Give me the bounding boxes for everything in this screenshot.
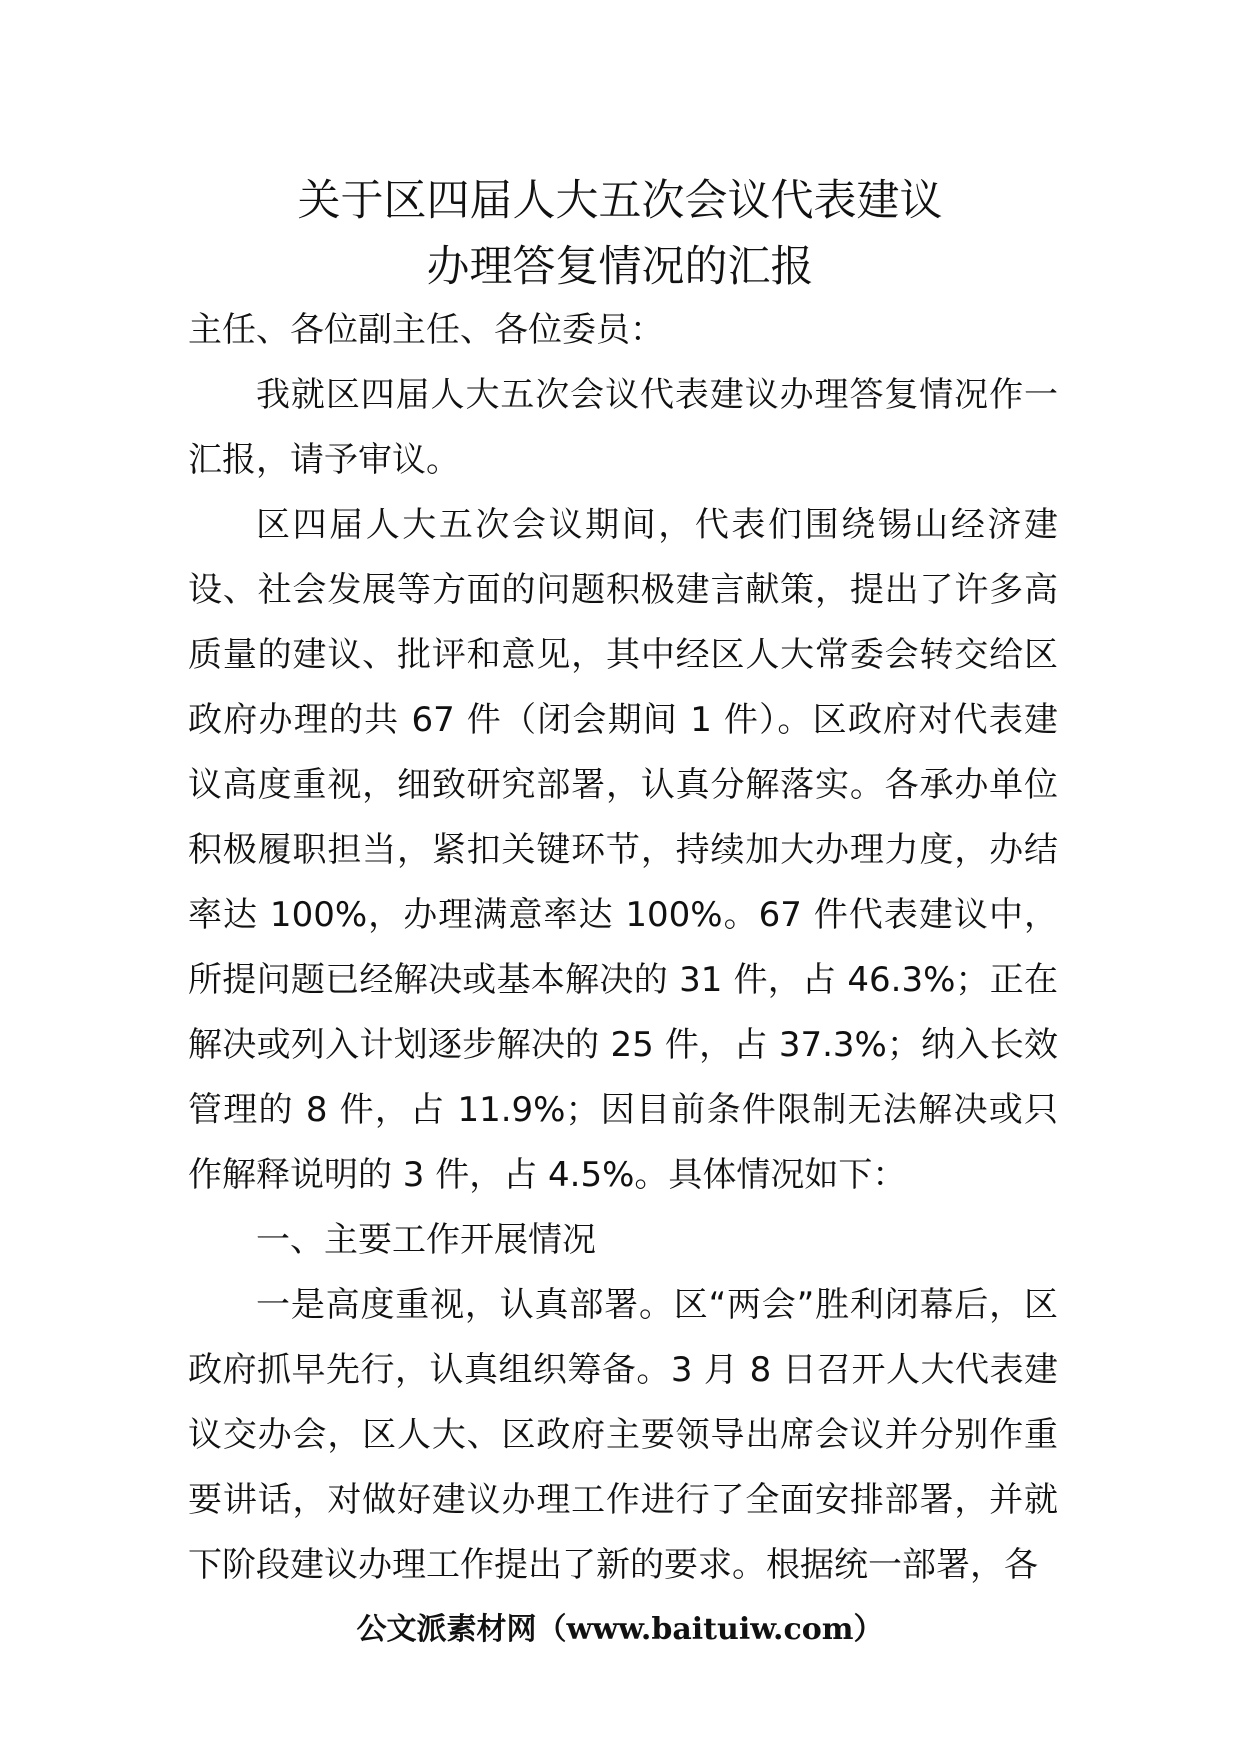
paragraph-overview: 区四届人大五次会议期间，代表们围绕锡山经济建设、社会发展等方面的问题积极建言献策，提出了许多高质量的建议、批评和意见，其中经区人大常委会转交给区政府办理的共 67 件（闭会期间 1 件）。区政府对代表建议高度重视，细致研究部署，认真分解落实。各承办单位积极履职担当，紧扣关键环节，持续加大办理力度，办结率达 100%，办理满意率达 100%。67 件代表建议中，所提问题已经解决或基本解决的 31 件，占 46.3%；正在解决或列入计划逐步解决的 25 件，占 37.3%；纳入长效管理的 8 件，占 11.9%；因目前条件限制无法解决或只作解释说明的 3 件，占 4.5%。具体情况如下： (188, 505, 1058, 1195)
footer-watermark: 公文派素材网（www.baituiw.com） (356, 1612, 884, 1647)
title-line-1: 关于区四届人大五次会议代表建议 (297, 176, 943, 226)
salutation: 主任、各位副主任、各位委员： (188, 310, 664, 350)
paragraph-point-one: 一是高度重视，认真部署。区“两会”胜利闭幕后，区政府抓早先行，认真组织筹备。3 月 8 日召开人大代表建议交办会，区人大、区政府主要领导出席会议并分别作重要讲话，对做好建议办理工作进行了全面安排部署，并就下阶段建议办理工作提出了新的要求。根据统一部署，各 (188, 1285, 1058, 1585)
document-body (188, 298, 1058, 1598)
paragraph-intro: 我就区四届人大五次会议代表建议办理答复情况作一汇报，请予审议。 (188, 375, 1058, 480)
title-line-2: 办理答复情况的汇报 (426, 242, 814, 292)
section-heading: 一、主要工作开展情况 (256, 1220, 596, 1260)
document-title (0, 168, 1240, 300)
